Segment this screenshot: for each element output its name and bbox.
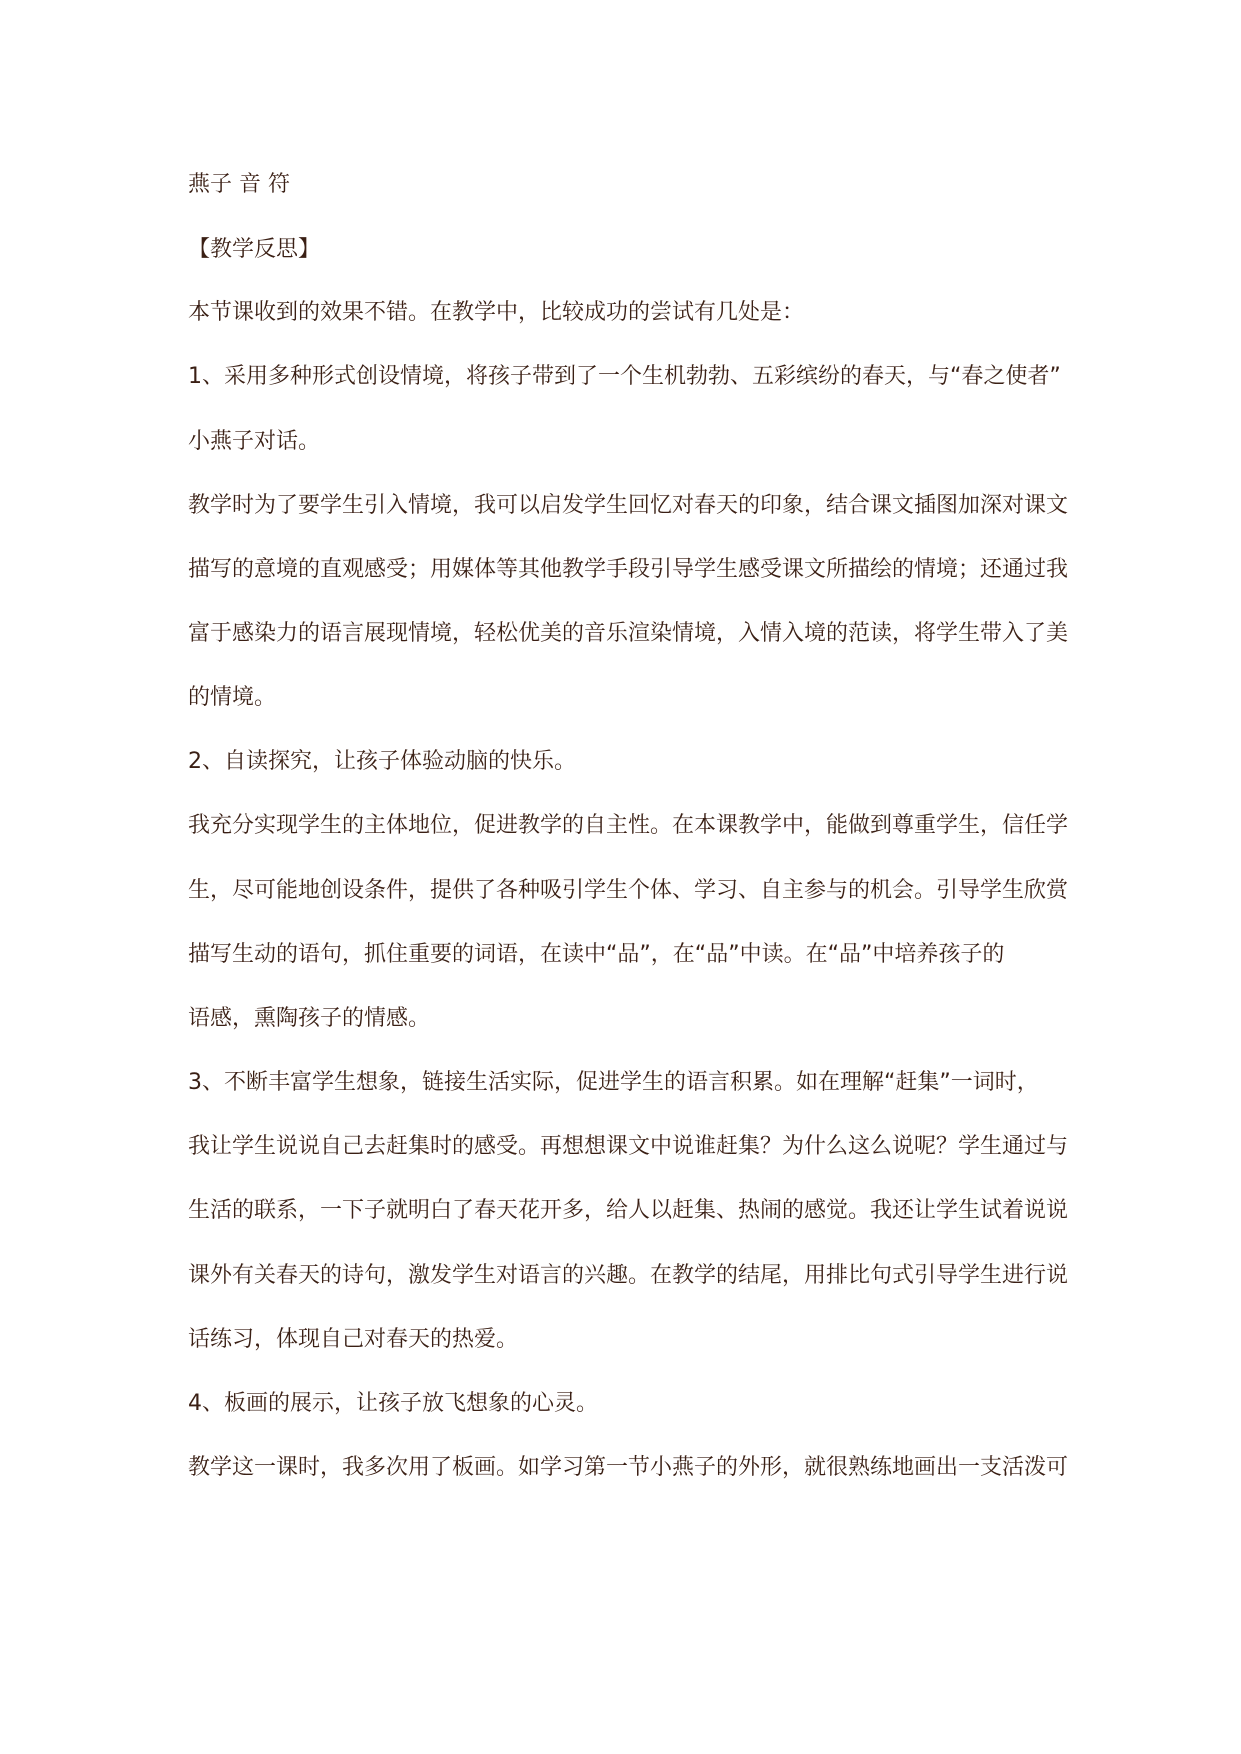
text-line: 生活的联系，一下子就明白了春天花开多，给人以赶集、热闹的感觉。我还让学生试着说说	[188, 1198, 1069, 1223]
text-line: 本节课收到的效果不错。在教学中，比较成功的尝试有几处是：	[188, 300, 805, 325]
text-line: 教学这一课时，我多次用了板画。如学习第一节小燕子的外形，就很熟练地画出一支活泼可	[188, 1455, 1069, 1480]
text-line: 生，尽可能地创设条件，提供了各种吸引学生个体、学习、自主参与的机会。引导学生欣赏	[188, 878, 1069, 903]
text-line: 教学时为了要学生引入情境，我可以启发学生回忆对春天的印象，结合课文插图加深对课文	[188, 493, 1069, 518]
text-line: 我充分实现学生的主体地位，促进教学的自主性。在本课教学中，能做到尊重学生，信任学	[188, 813, 1069, 838]
section-heading: 【教学反思】	[188, 237, 321, 262]
doc-title: 燕子 音 符	[188, 172, 290, 197]
text-line: 我让学生说说自己去赶集时的感受。再想想课文中说谁赶集？为什么这么说呢？学生通过与	[188, 1134, 1069, 1159]
text-line: 2、自读探究，让孩子体验动脑的快乐。	[188, 749, 576, 774]
text-line: 富于感染力的语言展现情境，轻松优美的音乐渲染情境，入情入境的范读，将学生带入了美	[188, 621, 1069, 646]
text-line: 话练习，体现自己对春天的热爱。	[188, 1327, 519, 1352]
text-line: 语感，熏陶孩子的情感。	[188, 1006, 431, 1031]
text-line: 1、采用多种形式创设情境，将孩子带到了一个生机勃勃、五彩缤纷的春天，与“春之使者”	[188, 364, 1061, 389]
text-line: 4、板画的展示，让孩子放飞想象的心灵。	[188, 1391, 598, 1416]
text-line: 小燕子对话。	[188, 429, 321, 454]
text-line: 3、不断丰富学生想象，链接生活实际，促进学生的语言积累。如在理解“赶集”一词时，	[188, 1070, 1039, 1095]
text-line: 描写生动的语句，抓住重要的词语，在读中“品”，在“品”中读。在“品”中培养孩子的	[188, 942, 1005, 967]
text-line: 的情境。	[188, 685, 277, 710]
text-line: 描写的意境的直观感受；用媒体等其他教学手段引导学生感受课文所描绘的情境；还通过我	[188, 557, 1069, 582]
text-line: 课外有关春天的诗句，激发学生对语言的兴趣。在教学的结尾，用排比句式引导学生进行说	[188, 1263, 1069, 1288]
